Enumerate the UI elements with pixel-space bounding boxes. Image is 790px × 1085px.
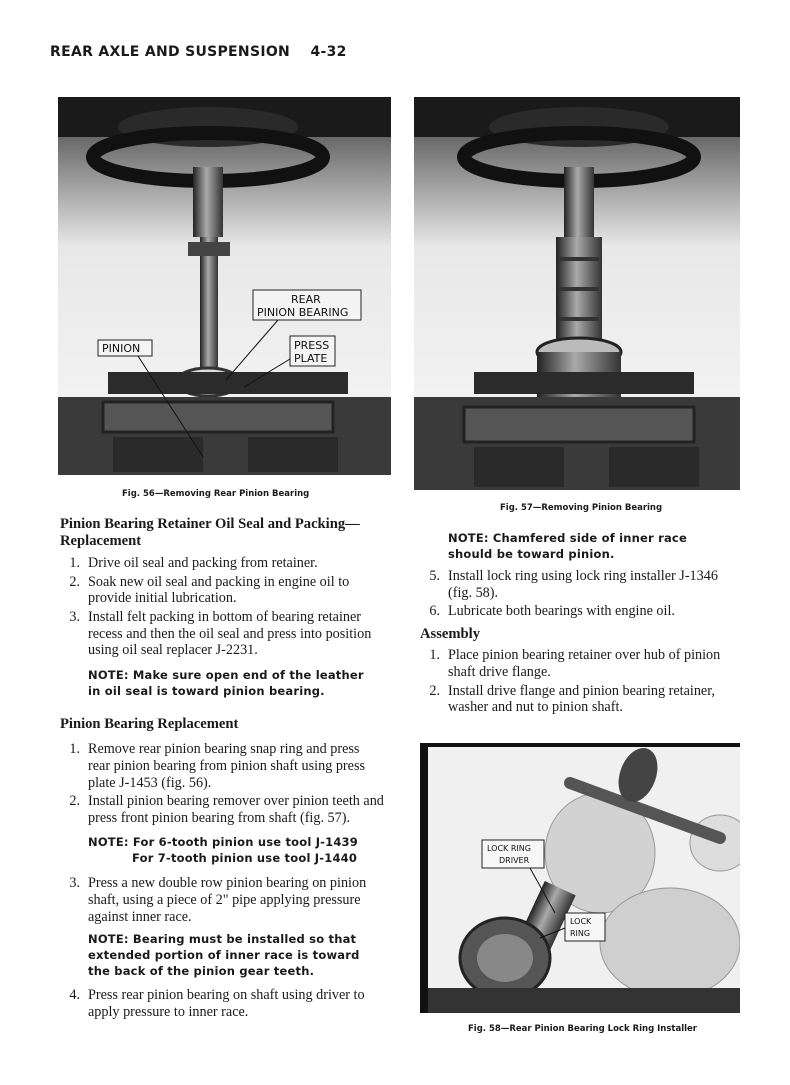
list-item: 3. Press a new double row pinion bearing on pinion shaft, using a piece of 2" pipe applying pressure against inner race. — [69, 875, 367, 925]
figure-57-photo — [414, 97, 740, 490]
right-column — [420, 530, 745, 718]
figure-56-photo — [58, 97, 391, 475]
list-item: 3. Install felt packing in bottom of bearing retainer recess and then the oil seal and press into position using oil seal replacer J-2231. — [69, 608, 372, 659]
list-item: 6. Lubricate both bearings with engine oil. — [429, 603, 675, 620]
callout-driver: DRIVER — [499, 856, 530, 865]
section-title-oil-seal: Pinion Bearing Retainer Oil Seal and Packing— Replacement — [60, 516, 360, 549]
list-item: 2. Install pinion bearing remover over pinion teeth and press front pinion bearing from shaft (fig. 57). — [69, 793, 384, 826]
note-bearing-install: NOTE: Bearing must be installed so that extended portion of inner race is toward the back of the pinion gear teeth. — [88, 932, 360, 979]
callout-lock: LOCK — [570, 917, 592, 926]
list-item: 2. Install drive flange and pinion bearing retainer, washer and nut to pinion shaft. — [429, 682, 715, 716]
list-item: 1. Drive oil seal and packing from retainer. — [69, 555, 318, 572]
page-number: 4-32 — [310, 44, 347, 60]
figure-58-caption: Fig. 58—Rear Pinion Bearing Lock Ring Installer — [468, 1024, 697, 1034]
note-tooth-pinion: NOTE: For 6-tooth pinion use tool J-1439 For 7-tooth pinion use tool J-1440 — [88, 835, 358, 866]
note-chamfered: NOTE: Chamfered side of inner race should be toward pinion. — [448, 531, 687, 561]
left-column — [60, 516, 385, 1022]
page-header — [50, 44, 347, 60]
note-oil-seal: NOTE: Make sure open end of the leather in oil seal is toward pinion bearing. — [88, 667, 364, 698]
callout-rear: REAR — [291, 293, 321, 306]
callout-lock-ring-driver: LOCK RING — [487, 844, 531, 853]
callout-ring: RING — [570, 929, 591, 938]
figure-58-photo — [420, 743, 740, 1013]
section-title-assembly: Assembly — [420, 625, 480, 642]
callout-pinion-bearing: PINION BEARING — [257, 306, 349, 319]
list-item: 1. Remove rear pinion bearing snap ring and press rear pinion bearing from pinion shaft using press plate J-1453 (fig. 56). — [69, 741, 365, 791]
list-item: 2. Soak new oil seal and packing in engine oil to provide initial lubrication. — [69, 573, 350, 607]
figure-57-caption: Fig. 57—Removing Pinion Bearing — [500, 503, 663, 513]
list-item: 4. Press rear pinion bearing on shaft using driver to apply pressure to inner race. — [69, 987, 365, 1020]
header-title: REAR AXLE AND SUSPENSION — [50, 44, 291, 60]
list-item: 1. Place pinion bearing retainer over hub of pinion shaft drive flange. — [429, 647, 721, 680]
figure-56-caption: Fig. 56—Removing Rear Pinion Bearing — [122, 489, 310, 499]
list-item: 5. Install lock ring using lock ring installer J-1346 (fig. 58). — [429, 568, 718, 601]
callout-press: PRESS — [294, 339, 330, 352]
section-title-bearing-replacement: Pinion Bearing Replacement — [60, 715, 239, 732]
callout-plate: PLATE — [294, 352, 328, 365]
callout-pinion: PINION — [102, 342, 141, 355]
